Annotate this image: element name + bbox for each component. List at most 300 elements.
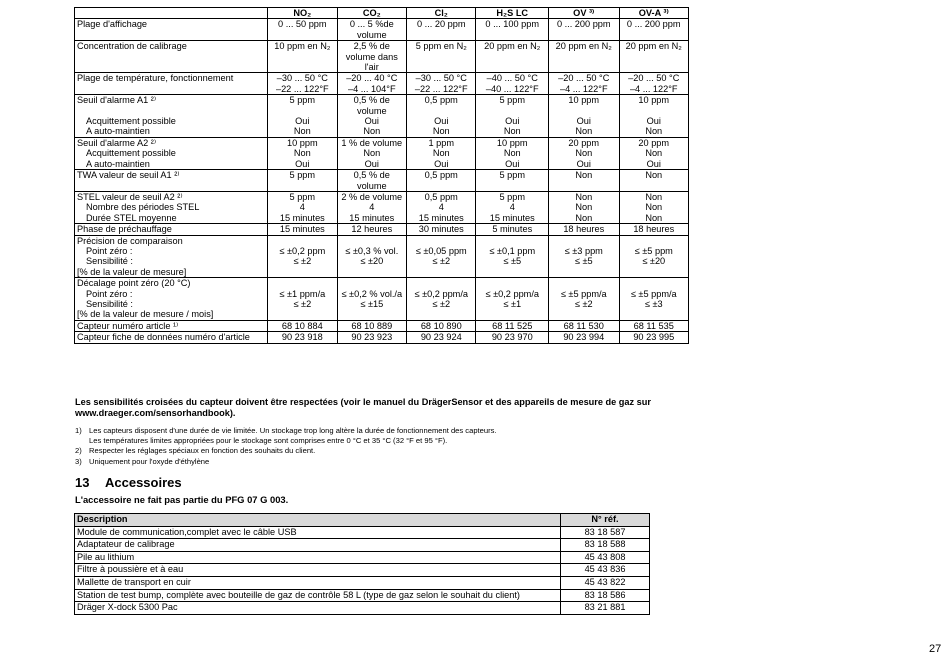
accessory-description: Station de test bump, complète avec bouteille de gaz de contrôle 58 L (type de gaz selon le souhait du client) (75, 589, 561, 602)
spec-cell-line: Oui (364, 116, 379, 127)
spec-cell-line (622, 267, 687, 277)
spec-cell-line (340, 278, 404, 288)
spec-cell-line: volume dans (345, 51, 398, 62)
spec-cell (476, 278, 549, 321)
spec-cell-line: 0 ... 50 ppm (278, 19, 327, 30)
spec-cell-line: 5 ppm (499, 170, 526, 181)
spec-label-line: Plage de température, fonctionnement (77, 73, 234, 84)
spec-cell (337, 95, 406, 138)
spec-cell-line: Oui (295, 158, 310, 169)
spec-cell-line: Non (293, 148, 311, 159)
spec-cell (407, 73, 476, 95)
spec-cell-line (551, 278, 616, 288)
spec-row-label (75, 191, 268, 223)
spec-row (75, 224, 689, 235)
header-ref: N° réf. (561, 514, 650, 527)
header-ov: OV ³⁾ (549, 8, 619, 19)
spec-cell-line: 5 ppm (499, 95, 526, 106)
spec-label-line (77, 106, 265, 116)
spec-cell-line (478, 236, 546, 246)
spec-cell (476, 19, 549, 41)
spec-cell (337, 170, 406, 192)
spec-cell (268, 95, 337, 138)
accessory-description: Module de communication,complet avec le câble USB (75, 526, 561, 539)
accessory-row (75, 551, 650, 564)
spec-cell-line: 90 23 994 (563, 332, 605, 343)
spec-header-row (75, 8, 689, 19)
spec-cell-line (270, 267, 334, 277)
spec-cell-line: 18 heures (563, 224, 605, 235)
spec-cell-line (622, 106, 687, 116)
spec-cell-line: 2 % de volume (341, 191, 403, 202)
spec-cell-line: ≤ ±20 (642, 256, 666, 267)
spec-cell-line: Non (432, 148, 450, 159)
header-blank (75, 8, 268, 19)
spec-label-line: STEL valeur de seuil A2 ²⁾ (77, 191, 183, 202)
spec-cell-line: ≤ ±5 ppm/a (560, 288, 607, 299)
spec-cell-line: Non (575, 148, 593, 159)
spec-cell-line (551, 267, 616, 277)
spec-cell (549, 19, 619, 41)
footnote-line: Respecter les réglages spéciaux en fonction des souhaits du client. (89, 446, 316, 456)
spec-cell-line: ≤ ±3 (644, 298, 663, 309)
spec-cell-line: ≤ ±20 (360, 256, 384, 267)
spec-cell-line: 68 11 525 (492, 320, 533, 331)
spec-cell-line: ≤ ±2 (574, 298, 593, 309)
spec-cell-line: 68 11 530 (563, 320, 604, 331)
spec-cell (407, 224, 476, 235)
spec-row-label (75, 332, 268, 343)
spec-cell (476, 235, 549, 278)
spec-row (75, 137, 689, 169)
spec-label-line: Sensibilité : (86, 298, 133, 309)
footnote-number: 2) (75, 446, 82, 456)
spec-cell-line: 10 ppm (286, 137, 318, 148)
spec-cell (549, 41, 619, 73)
spec-cell-line: Oui (434, 116, 449, 127)
spec-cell-line: Non (575, 191, 593, 202)
spec-cell-line: Oui (646, 158, 661, 169)
spec-cell-line: 0 ... 200 ppm (626, 19, 681, 30)
accessory-description: Dräger X-dock 5300 Pac (75, 602, 561, 615)
spec-cell-line: Non (363, 126, 381, 137)
spec-cell (407, 41, 476, 73)
spec-cell (619, 73, 689, 95)
spec-cell-line: 90 23 995 (633, 332, 675, 343)
spec-cell-line: 68 11 535 (633, 320, 674, 331)
spec-cell (268, 332, 337, 343)
spec-cell-line: Non (575, 212, 593, 223)
accessory-row (75, 589, 650, 602)
spec-row (75, 320, 689, 331)
page-number: 27 (929, 643, 942, 655)
spec-cell-line (409, 309, 473, 319)
spec-cell (337, 73, 406, 95)
spec-label-line: Sensibilité : (86, 256, 133, 267)
spec-label-line: Point zéro : (86, 245, 133, 256)
spec-cell-line: Non (575, 170, 593, 181)
spec-cell-line: 4 (438, 202, 444, 213)
spec-row-label (75, 320, 268, 331)
spec-cell-line: –4 ... 104°F (347, 83, 396, 94)
spec-cell (619, 137, 689, 169)
section-heading (75, 475, 182, 490)
spec-cell-line: ≤ ±15 (360, 298, 384, 309)
cross-sensitivity-note: Les sensibilités croisées du capteur doivent être respectées (voir le manuel du DrägerSensor et des appareils de mesure de gaz sur www.draeger.com/sensorhandbook). (75, 397, 651, 418)
spec-row-label (75, 224, 268, 235)
accessory-row (75, 602, 650, 615)
accessories-table (74, 513, 650, 615)
spec-row (75, 332, 689, 343)
spec-cell-line (270, 106, 334, 116)
spec-row-label (75, 95, 268, 138)
spec-label-line: TWA valeur de seuil A1 ²⁾ (77, 170, 180, 181)
spec-cell (549, 137, 619, 169)
footnote-line: Uniquement pour l'oxyde d'éthylène (89, 456, 210, 466)
spec-cell-line: Oui (576, 158, 591, 169)
spec-cell-line (409, 106, 473, 116)
spec-cell-line: ≤ ±2 (293, 298, 312, 309)
spec-cell-line (270, 278, 334, 288)
spec-cell-line: 5 ppm (289, 170, 316, 181)
accessory-row (75, 564, 650, 577)
spec-cell-line: Non (575, 202, 593, 213)
spec-cell (268, 19, 337, 41)
spec-row (75, 73, 689, 95)
spec-cell-line: 15 minutes (418, 212, 464, 223)
spec-cell (476, 332, 549, 343)
spec-row (75, 95, 689, 138)
spec-cell-line: –4 ... 122°F (559, 83, 608, 94)
spec-label-line: Précision de comparaison (77, 235, 183, 246)
spec-cell-line: –22 ... 122°F (275, 83, 329, 94)
header-description: Description (75, 514, 561, 527)
spec-cell-line: ≤ ±2 (293, 256, 312, 267)
spec-cell-line: ≤ ±5 (503, 256, 522, 267)
spec-cell-line: –30 ... 50 °C (415, 73, 467, 84)
accessory-description: Adaptateur de calibrage (75, 539, 561, 552)
footnote-text (89, 426, 497, 445)
spec-cell-line (340, 309, 404, 319)
spec-cell (619, 191, 689, 223)
spec-cell (549, 95, 619, 138)
spec-cell-line (478, 106, 546, 116)
spec-cell-line (409, 236, 473, 246)
spec-row-label (75, 170, 268, 192)
spec-cell-line: 20 ppm en N₂ (555, 41, 612, 52)
spec-cell-line (551, 236, 616, 246)
footnote (75, 446, 695, 456)
spec-cell-line: Non (645, 191, 663, 202)
spec-cell (476, 170, 549, 192)
spec-cell-line: 90 23 918 (281, 332, 323, 343)
spec-row (75, 19, 689, 41)
spec-cell (337, 191, 406, 223)
spec-cell-line: ≤ ±2 (432, 298, 451, 309)
spec-cell-line: volume (356, 180, 387, 191)
spec-cell-line (551, 309, 616, 319)
header-cl2: Cl₂ (407, 8, 476, 19)
spec-cell-line: 10 ppm (568, 95, 600, 106)
spec-cell-line: Oui (434, 158, 449, 169)
spec-cell-line: ≤ ±1 (503, 298, 522, 309)
spec-cell-line: 0,5 % de (353, 170, 390, 181)
spec-cell (549, 73, 619, 95)
spec-label-line: A auto-maintien (86, 158, 150, 169)
spec-cell-line: 0 ... 200 ppm (556, 19, 611, 30)
spec-cell-line: 68 10 884 (281, 320, 323, 331)
spec-label-line: Acquittement possible (86, 148, 176, 159)
spec-label-line: Capteur fiche de données numéro d'article (77, 332, 250, 343)
spec-cell (619, 320, 689, 331)
spec-cell-line: 68 10 889 (351, 320, 393, 331)
accessory-ref: 83 18 588 (561, 539, 650, 552)
spec-cell-line: 1 ppm (428, 137, 455, 148)
spec-cell-line (409, 267, 473, 277)
accessory-ref: 45 43 836 (561, 564, 650, 577)
spec-cell (619, 95, 689, 138)
spec-label-line: Seuil d'alarme A2 ²⁾ (77, 137, 157, 148)
accessories-header-row (75, 514, 650, 527)
spec-cell-line: Oui (505, 116, 520, 127)
spec-cell-line: ≤ ±0,1 ppm (489, 245, 536, 256)
spec-cell-line: ≤ ±0,2 ppm/a (414, 288, 468, 299)
spec-cell-line (340, 267, 404, 277)
spec-cell-line: 18 heures (633, 224, 675, 235)
spec-cell-line: 30 minutes (418, 224, 464, 235)
spec-cell-line: l'air (364, 62, 379, 73)
spec-cell-line: Non (645, 202, 663, 213)
spec-cell-line: 0,5 % de (353, 95, 390, 106)
spec-cell-line (340, 236, 404, 246)
spec-cell-line: –4 ... 122°F (629, 83, 678, 94)
accessory-description: Filtre à poussière et à eau (75, 564, 561, 577)
spec-cell-line: 1 % de volume (341, 137, 403, 148)
spec-row (75, 41, 689, 73)
spec-cell (476, 73, 549, 95)
spec-cell (476, 95, 549, 138)
spec-row-label (75, 278, 268, 321)
spec-cell-line: –40 ... 50 °C (486, 73, 538, 84)
spec-cell-line: 12 heures (351, 224, 393, 235)
spec-cell-line: Non (503, 148, 521, 159)
spec-cell (619, 278, 689, 321)
spec-cell-line: 90 23 970 (491, 332, 533, 343)
spec-cell (268, 137, 337, 169)
spec-cell-line: –22 ... 122°F (414, 83, 468, 94)
spec-cell (549, 170, 619, 192)
spec-cell-line: Oui (505, 158, 520, 169)
spec-row (75, 170, 689, 192)
footnote-number: 1) (75, 426, 82, 435)
spec-label-line: Nombre des périodes STEL (86, 202, 200, 213)
spec-cell (337, 41, 406, 73)
spec-cell-line: 0 ... 5 %de (349, 19, 394, 30)
spec-cell-line: Non (575, 126, 593, 137)
spec-label-line: Plage d'affichage (77, 19, 148, 30)
spec-cell-line: 15 minutes (349, 212, 395, 223)
header-h2s-lc: H₂S LC (476, 8, 549, 19)
accessory-description: Pile au lithium (75, 551, 561, 564)
spec-cell (337, 278, 406, 321)
spec-cell (337, 320, 406, 331)
spec-cell (268, 170, 337, 192)
spec-cell-line: ≤ ±5 ppm/a (630, 288, 677, 299)
spec-cell-line: 5 ppm (289, 191, 316, 202)
spec-cell (407, 320, 476, 331)
accessory-row (75, 539, 650, 552)
spec-cell (476, 191, 549, 223)
spec-label-line: Décalage point zéro (20 °C) (77, 278, 191, 289)
spec-cell-line: 5 ppm (499, 191, 526, 202)
header-co2: CO₂ (337, 8, 406, 19)
spec-row (75, 278, 689, 321)
spec-cell (268, 191, 337, 223)
spec-cell-line: –30 ... 50 °C (276, 73, 328, 84)
spec-cell (407, 95, 476, 138)
spec-cell-line: Non (503, 126, 521, 137)
header-no2: NO₂ (268, 8, 337, 19)
spec-cell (337, 19, 406, 41)
spec-cell-line: volume (356, 105, 387, 116)
spec-cell (268, 73, 337, 95)
spec-cell-line: ≤ ±0,3 % vol. (345, 245, 399, 256)
spec-row-label (75, 73, 268, 95)
spec-cell-line: Oui (364, 158, 379, 169)
spec-cell (407, 235, 476, 278)
specifications-table (74, 7, 689, 344)
spec-cell-line (622, 309, 687, 319)
spec-label-line: Point zéro : (86, 288, 133, 299)
spec-cell-line: ≤ ±1 ppm/a (279, 288, 326, 299)
spec-label-line: Concentration de calibrage (77, 41, 187, 52)
spec-cell-line: Non (645, 148, 663, 159)
spec-cell-line (478, 267, 546, 277)
spec-cell (619, 235, 689, 278)
section-title: Accessoires (105, 475, 182, 490)
spec-cell (549, 191, 619, 223)
spec-cell (407, 170, 476, 192)
spec-cell-line: 0 ... 100 ppm (485, 19, 540, 30)
spec-cell (619, 224, 689, 235)
spec-cell-line: –40 ... 122°F (485, 83, 539, 94)
footnote-line: Les températures limites appropriées pour le stockage sont comprises entre 0 °C et 35 °C (32 °F et 95 °F). (89, 435, 448, 445)
spec-cell (337, 137, 406, 169)
spec-cell-line: –20 ... 40 °C (346, 73, 398, 84)
spec-cell-line (270, 309, 334, 319)
spec-label-line: Durée STEL moyenne (86, 212, 177, 223)
spec-cell-line: –20 ... 50 °C (558, 73, 610, 84)
spec-row (75, 235, 689, 278)
spec-label-line: A auto-maintien (86, 126, 150, 137)
accessory-ref: 45 43 822 (561, 576, 650, 589)
spec-cell-line: 0,5 ppm (424, 191, 458, 202)
spec-cell (268, 224, 337, 235)
section-number: 13 (75, 475, 90, 490)
spec-cell-line: volume (356, 29, 387, 40)
spec-cell-line: Non (363, 148, 381, 159)
spec-cell-line: ≤ ±0,2 ppm (279, 245, 326, 256)
spec-cell-line: 68 10 890 (420, 320, 462, 331)
spec-cell-line: Non (432, 126, 450, 137)
spec-cell-line (551, 106, 616, 116)
spec-cell (268, 278, 337, 321)
spec-cell-line: 5 ppm (289, 95, 316, 106)
spec-cell-line: 5 ppm en N₂ (415, 41, 467, 52)
spec-cell-line: –20 ... 50 °C (628, 73, 680, 84)
spec-cell-line: 15 minutes (489, 212, 535, 223)
spec-cell-line: Oui (576, 116, 591, 127)
accessory-ref: 83 18 587 (561, 526, 650, 539)
spec-cell (268, 41, 337, 73)
accessory-row (75, 526, 650, 539)
spec-label-line: Seuil d'alarme A1 ²⁾ (77, 95, 157, 106)
footnote (75, 426, 695, 445)
spec-cell (619, 41, 689, 73)
spec-cell (549, 278, 619, 321)
spec-cell-line: 20 ppm (638, 137, 670, 148)
spec-cell-line: 4 (299, 202, 305, 213)
spec-cell-line: 0 ... 20 ppm (416, 19, 466, 30)
spec-cell-line: Non (645, 170, 663, 181)
spec-cell-line: 90 23 923 (351, 332, 393, 343)
spec-cell (619, 170, 689, 192)
spec-label-line: Acquittement possible (86, 116, 176, 127)
spec-cell-line: 2,5 % de (353, 41, 390, 52)
spec-row-label (75, 41, 268, 73)
spec-cell (476, 41, 549, 73)
spec-cell-line (409, 278, 473, 288)
spec-cell-line: Oui (646, 116, 661, 127)
spec-cell-line: ≤ ±5 (574, 256, 593, 267)
spec-cell-line: ≤ ±0,2 ppm/a (485, 288, 539, 299)
accessory-description: Mallette de transport en cuir (75, 576, 561, 589)
spec-cell-line: 5 minutes (492, 224, 533, 235)
accessory-row (75, 576, 650, 589)
spec-cell (268, 320, 337, 331)
spec-cell-line: Non (645, 212, 663, 223)
spec-cell-line: 20 ppm (568, 137, 600, 148)
spec-cell (407, 332, 476, 343)
spec-cell-line: 15 minutes (279, 212, 325, 223)
footnote-line: Les capteurs disposent d'une durée de vie limitée. Un stockage trop long altère la durée de fonctionnement des capteurs. (89, 426, 497, 435)
spec-cell (549, 224, 619, 235)
spec-cell-line: 15 minutes (279, 224, 325, 235)
spec-cell-line (622, 236, 687, 246)
spec-cell-line (478, 309, 546, 319)
spec-cell-line: 10 ppm (638, 95, 670, 106)
spec-cell-line: Non (293, 126, 311, 137)
header-ov-a: OV-A ³⁾ (619, 8, 689, 19)
spec-cell (407, 19, 476, 41)
spec-cell (549, 320, 619, 331)
accessory-ref: 83 21 881 (561, 602, 650, 615)
spec-cell (476, 137, 549, 169)
spec-cell-line: 10 ppm en N₂ (274, 41, 331, 52)
spec-cell-line: 0,5 ppm (424, 170, 458, 181)
accessory-ref: 45 43 808 (561, 551, 650, 564)
spec-cell-line: Non (645, 126, 663, 137)
spec-cell-line (270, 236, 334, 246)
spec-label-line: Phase de préchauffage (77, 224, 172, 235)
spec-row-label (75, 137, 268, 169)
footnotes (75, 426, 695, 467)
spec-cell (476, 320, 549, 331)
spec-label-line: [% de la valeur de mesure / mois] (77, 309, 214, 320)
spec-cell (407, 278, 476, 321)
spec-cell-line: 20 ppm en N₂ (484, 41, 541, 52)
spec-cell (549, 235, 619, 278)
